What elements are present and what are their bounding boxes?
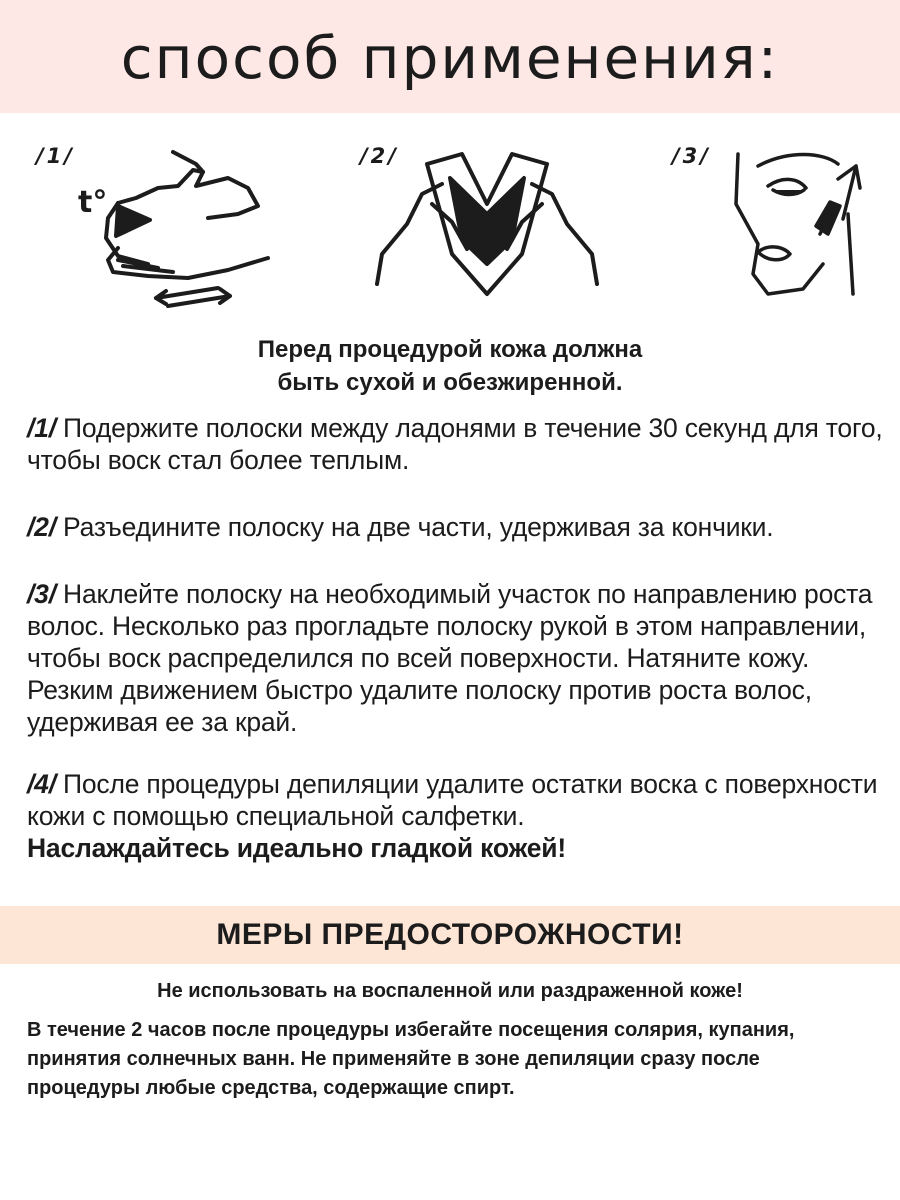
instruction-3-text: Наклейте полоску на необходимый участок по направлению роста волос. Несколько раз прогладьте полоску рукой в этом направлении, чтобы воск распределился по всей поверхности. Натяните кожу. Резким движением быстро удалите полоску против роста волос, удерживая ее за край.	[27, 579, 873, 737]
warning-headline: Не использовать на воспаленной или раздраженной коже!	[157, 980, 743, 1002]
header-banner	[0, 0, 900, 113]
instruction-2-text: Разъедините полоску на две части, удерживая за кончики.	[55, 512, 774, 542]
instruction-1-text: Подержите полоски между ладонями в течение 30 секунд для того, чтобы воск стал более теплым.	[27, 413, 883, 475]
intro-line-2: быть сухой и обезжиренной.	[277, 369, 623, 396]
step-1-label: /1/	[36, 144, 75, 168]
intro-line-1: Перед процедурой кожа должна	[257, 336, 643, 363]
step-3-label: /3/	[672, 144, 711, 168]
page-title: способ применения:	[120, 23, 780, 92]
instruction-step-4	[27, 768, 887, 864]
instruction-step-3	[27, 578, 887, 738]
warning-body: В течение 2 часов после процедуры избегайте посещения солярия, купания, принятия солнечных ванн. Не применяйте в зоне депиляции сразу после процедуры любые средства, содержащие спирт.	[27, 1019, 795, 1099]
instruction-4-number: /4/	[27, 769, 56, 799]
instruction-4-text: После процедуры депиляции удалите остатки воска с поверхности кожи с помощью специальной салфетки.	[27, 769, 878, 831]
instruction-2-number: /2/	[27, 512, 56, 542]
instruction-3-number: /3/	[27, 579, 56, 609]
face-strip-application-icon	[728, 144, 868, 304]
step-2-label: /2/	[360, 144, 399, 168]
instruction-step-1	[27, 412, 887, 476]
intro-text	[0, 333, 900, 399]
warning-title: МЕРЫ ПРЕДОСТОРОЖНОСТИ!	[216, 918, 684, 951]
instruction-step-2	[27, 511, 887, 543]
temperature-label: t°	[78, 185, 108, 220]
warming-strip-between-palms-icon	[78, 148, 278, 313]
steps-illustrations	[0, 140, 900, 310]
warning-banner	[0, 906, 900, 964]
final-message: Наслаждайтесь идеально гладкой кожей!	[27, 833, 567, 863]
instruction-1-number: /1/	[27, 413, 56, 443]
separating-strip-icon	[372, 144, 602, 304]
